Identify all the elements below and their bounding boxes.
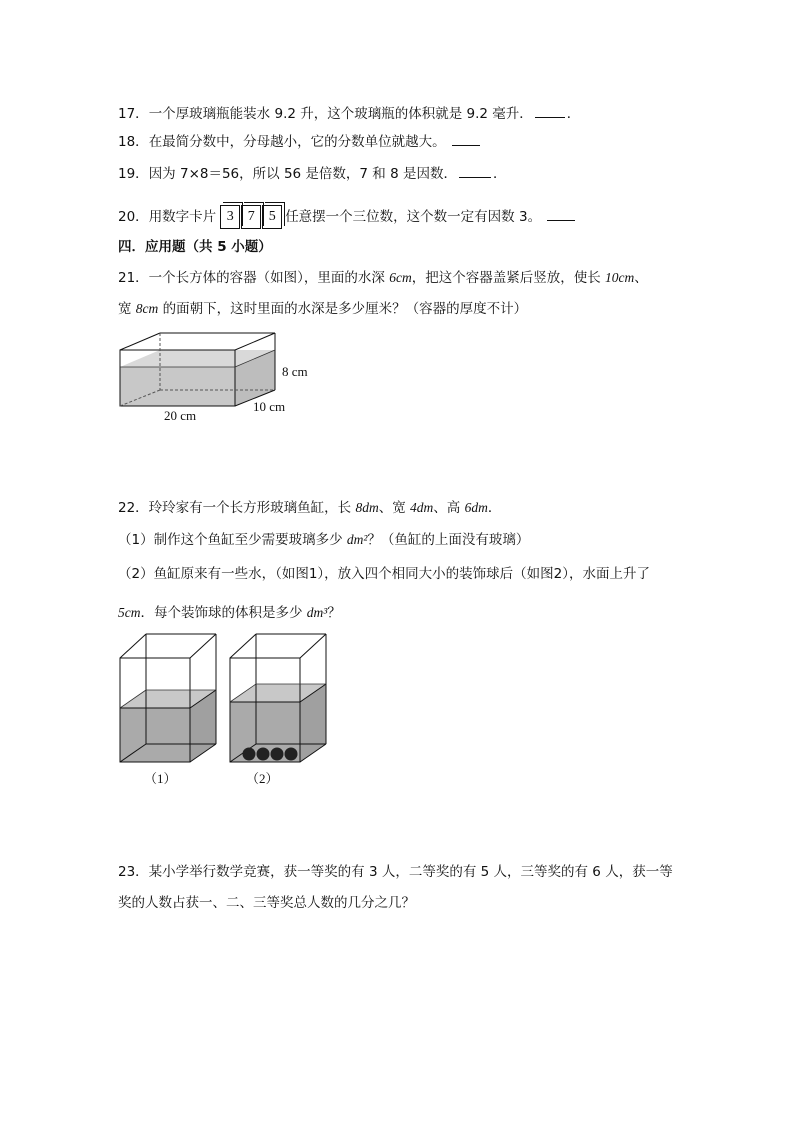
digit-card: 3 <box>220 205 240 229</box>
fish-tank-figures <box>116 630 336 795</box>
question-21-line2: 宽 8cm 的面朝下，这时里面的水深是多少厘米？（容器的厚度不计） <box>118 301 528 317</box>
height-label: 8 cm <box>282 364 308 379</box>
tank-figure-2 <box>230 634 326 762</box>
tank-figure-1 <box>120 634 216 762</box>
q19-answer-blank[interactable] <box>459 165 491 178</box>
decoration-ball <box>285 748 298 761</box>
figure-2-label: （2） <box>246 771 279 786</box>
depth-label: 10 cm <box>253 399 286 414</box>
decoration-ball <box>243 748 256 761</box>
section-heading: 四．应用题（共 5 小题） <box>118 239 272 255</box>
q20-number: 20． <box>118 209 149 225</box>
question-19: 19．因为 7×8＝56，所以 56 是倍数，7 和 8 是因数． ． <box>118 166 507 182</box>
digit-cards <box>220 204 283 230</box>
figure-1-label: （1） <box>144 771 177 786</box>
decoration-ball <box>257 748 270 761</box>
q20-post-text: 任意摆一个三位数，这个数一定有因数 3。 <box>285 209 542 225</box>
q17-text: 一个厚玻璃瓶能装水 9.2 升，这个玻璃瓶的体积就是 9.2 毫升． <box>148 106 533 122</box>
question-18 <box>118 132 482 152</box>
q17-answer-blank[interactable] <box>535 105 565 118</box>
q20-answer-blank[interactable] <box>547 208 575 221</box>
q19-text: 因为 7×8＝56，所以 56 是倍数，7 和 8 是因数． <box>148 166 457 182</box>
question-23-line1: 23．某小学举行数学竞赛，获一等奖的有 3 人，二等奖的有 5 人，三等奖的有 6 人，获一等 <box>118 864 673 880</box>
q18-text: 在最简分数中，分母越小，它的分数单位就越大。 <box>148 134 446 150</box>
question-21-line1: 21．一个长方体的容器（如图），里面的水深 6cm，把这个容器盖紧后竖放，使长 10cm、 <box>118 270 648 286</box>
q18-answer-blank[interactable] <box>452 133 480 146</box>
q20-pre-text: 用数字卡片 <box>148 209 217 225</box>
digit-card: 7 <box>241 205 261 229</box>
length-label: 20 cm <box>164 408 197 423</box>
question-22-part2-line1: （2）鱼缸原来有一些水，（如图1），放入四个相同大小的装饰球后（如图2），水面上升了 <box>118 566 651 582</box>
q17-number: 17． <box>118 106 149 122</box>
q19-number: 19． <box>118 166 149 182</box>
decoration-ball <box>271 748 284 761</box>
question-23-line2: 奖的人数占获一、二、三等奖总人数的几分之几？ <box>118 895 415 911</box>
box-container-figure <box>110 328 330 428</box>
q18-number: 18． <box>118 134 149 150</box>
question-22-part1: （1）制作这个鱼缸至少需要玻璃多少 dm²？（鱼缸的上面没有玻璃） <box>118 532 530 548</box>
question-22-line1: 22．玲玲家有一个长方形玻璃鱼缸，长 8dm、宽 4dm、高 6dm． <box>118 500 502 516</box>
question-17: 17．一个厚玻璃瓶能装水 9.2 升，这个玻璃瓶的体积就是 9.2 毫升． ． <box>118 106 581 122</box>
question-22-part2-line2: 5cm．每个装饰球的体积是多少 dm³？ <box>118 605 341 621</box>
digit-card: 5 <box>262 205 282 229</box>
question-20 <box>118 204 577 230</box>
